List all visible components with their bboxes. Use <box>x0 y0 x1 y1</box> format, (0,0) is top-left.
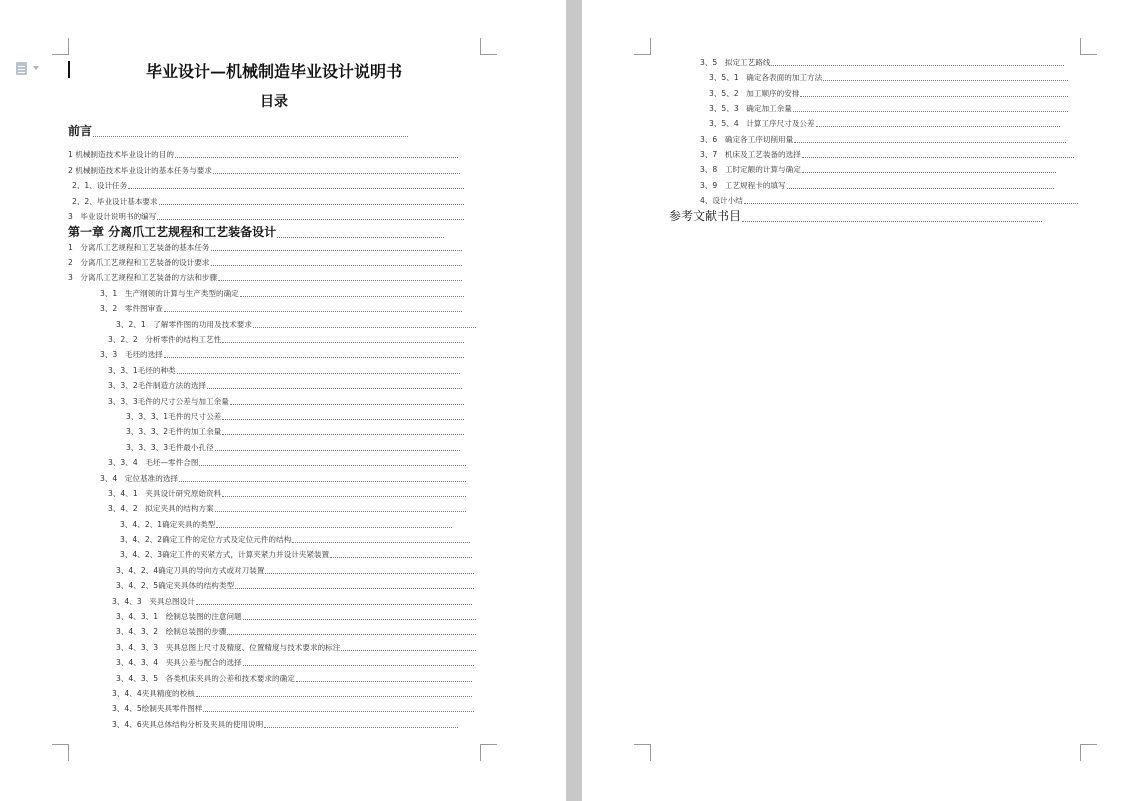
toc-leader-dots <box>222 496 466 497</box>
toc-entry[interactable] <box>700 180 1054 191</box>
toc-leader-dots <box>296 681 472 682</box>
toc-leader-dots <box>164 311 462 312</box>
toc-entry[interactable] <box>100 349 464 360</box>
toc-entry-label: 3、4、2、3确定工件的夹紧方式，计算夹紧力并设计夹紧装置 <box>120 550 330 559</box>
toc-leader-dots <box>196 696 472 697</box>
margin-mark-top-left <box>634 38 651 55</box>
margin-mark-bottom-right <box>480 744 497 761</box>
toc-leader-dots <box>177 373 460 374</box>
toc-entry[interactable] <box>116 565 474 576</box>
margin-mark-bottom-left <box>634 744 651 761</box>
toc-entry-label: 3、3、3、1毛件的尺寸公差 <box>126 412 222 421</box>
toc-leader-dots <box>222 434 464 435</box>
toc-entry-label: 2、1、设计任务 <box>72 181 128 190</box>
toc-entry[interactable] <box>112 596 472 607</box>
toc-entry-label: 3、5、2 加工顺序的安排 <box>709 89 800 98</box>
margin-mark-top-left <box>52 38 69 55</box>
toc-leader-dots <box>744 203 1078 204</box>
toc-entry[interactable] <box>112 703 474 714</box>
toc-entry-label: 3、4、3、3 夹具总图上尺寸及精度、位置精度与技术要求的标注 <box>116 643 341 652</box>
toc-entry[interactable] <box>700 195 1078 206</box>
toc-entry[interactable] <box>116 580 474 591</box>
toc-entry-label: 3、5、1 确定各表面的加工方法 <box>709 73 823 82</box>
toc-entry-label: 3、3 毛坯的选择 <box>100 350 163 359</box>
toc-leader-dots <box>93 136 408 137</box>
toc-leader-dots <box>215 450 460 451</box>
toc-entry-label: 3、3、3毛件的尺寸公差与加工余量 <box>108 397 229 406</box>
toc-entry-label: 3、1 生产纲领的计算与生产类型的确定 <box>100 289 239 298</box>
toc-entry-label: 3、5、3 确定加工余量 <box>709 104 792 113</box>
toc-entry[interactable] <box>126 442 460 453</box>
toc-entry[interactable] <box>72 180 464 191</box>
toc-entry[interactable] <box>100 303 462 314</box>
toc-entry-label: 3、2 零件图审查 <box>100 304 163 313</box>
toc-leader-dots <box>800 96 1068 97</box>
toc-entry-label: 3、3、3、3毛件最小孔径 <box>126 443 214 452</box>
toc-entry-label: 3、7 机床及工艺装备的选择 <box>700 150 801 159</box>
toc-leader-dots <box>742 221 1042 222</box>
toc-entry-label: 3、5 拟定工艺路线 <box>700 58 771 67</box>
toc-entry[interactable] <box>68 211 464 222</box>
toc-entry[interactable] <box>112 719 458 730</box>
toc-entry[interactable] <box>120 549 472 560</box>
toc-entry[interactable] <box>120 534 470 545</box>
toc-leader-dots <box>292 542 470 543</box>
toc-entry[interactable] <box>108 503 466 514</box>
toc-entry-label: 3、4、2 拟定夹具的结构方案 <box>108 504 214 513</box>
toc-entry[interactable] <box>116 673 472 684</box>
toc-leader-dots <box>253 327 476 328</box>
toc-leader-dots <box>179 481 466 482</box>
toc-entry-label: 参考文献书目 <box>669 209 742 223</box>
toc-entry[interactable] <box>116 657 474 668</box>
toc-leader-dots <box>235 588 474 589</box>
toc-entry-label: 3 分离爪工艺规程和工艺装备的方法和步骤 <box>68 273 218 282</box>
toc-entry[interactable] <box>116 319 476 330</box>
toc-entry-label: 3、9 工艺规程卡的填写 <box>700 181 786 190</box>
toc-entry[interactable] <box>709 72 1068 83</box>
toc-entry-label: 3、4、3、1 绘制总装图的注意问题 <box>116 612 242 621</box>
toc-entry-label: 4、设计小结 <box>700 196 743 205</box>
toc-leader-dots <box>264 727 458 728</box>
page-left <box>0 0 566 801</box>
toc-entry[interactable] <box>709 88 1068 99</box>
toc-entry[interactable] <box>72 196 464 207</box>
toc-leader-dots <box>222 419 464 420</box>
toc-entry[interactable] <box>116 611 476 622</box>
toc-entry[interactable] <box>68 149 458 160</box>
toc-leader-dots <box>157 219 464 220</box>
toc-entry-label: 3、2、1 了解零件图的功用及技术要求 <box>116 320 252 329</box>
toc-leader-dots <box>816 126 1060 127</box>
toc-leader-dots <box>341 650 476 651</box>
toc-entry-label: 3、4、2、2确定工件的定位方式及定位元件的结构 <box>120 535 292 544</box>
toc-leader-dots <box>243 619 476 620</box>
toc-leader-dots <box>802 172 1056 173</box>
toc-entry-label: 3、4、4夹具精度的校核 <box>112 689 195 698</box>
toc-entry[interactable] <box>700 57 1064 68</box>
toc-entry-label: 3、4、2、5确定夹具体的结构类型 <box>116 581 235 590</box>
toc-leader-dots <box>211 265 462 266</box>
page-gutter <box>566 0 582 801</box>
toc-entry[interactable] <box>112 688 472 699</box>
page-right <box>582 0 1141 801</box>
toc-leader-dots <box>199 465 466 466</box>
toc-entry-label: 3、8 工时定额的计算与确定 <box>700 165 801 174</box>
toc-leader-dots <box>218 280 462 281</box>
toc-entry-label: 3、3、3、2毛件的加工余量 <box>126 427 222 436</box>
toc-leader-dots <box>207 388 462 389</box>
toc-leader-dots <box>802 157 1074 158</box>
toc-entry[interactable] <box>700 149 1074 160</box>
toc-entry-label: 1 分离爪工艺规程和工艺装备的基本任务 <box>68 243 210 252</box>
toc-leader-dots <box>128 188 464 189</box>
toc-leader-dots <box>240 296 464 297</box>
toc-entry[interactable] <box>68 225 444 240</box>
toc-leader-dots <box>216 527 452 528</box>
toc-entry[interactable] <box>126 411 464 422</box>
toc-entry[interactable] <box>120 519 452 530</box>
toc-entry[interactable] <box>108 365 460 376</box>
toc-entry-label: 3 毕业设计说明书的编写 <box>68 212 157 221</box>
toc-entry-label: 3、4 定位基准的选择 <box>100 474 179 483</box>
toc-leader-dots <box>794 142 1066 143</box>
toc-leader-dots <box>222 342 464 343</box>
toc-entry[interactable] <box>108 380 462 391</box>
toc-leader-dots <box>787 188 1054 189</box>
toc-leader-dots <box>823 80 1068 81</box>
margin-mark-bottom-left <box>52 744 69 761</box>
toc-entry-label: 3、4、2、4确定刀具的导向方式或对刀装置 <box>116 566 265 575</box>
toc-entry-label: 3、5、4 计算工序尺寸及公差 <box>709 119 815 128</box>
toc-leader-dots <box>793 111 1068 112</box>
toc-leader-dots <box>203 711 474 712</box>
toc-entry[interactable] <box>116 642 476 653</box>
toc-entry[interactable] <box>100 288 464 299</box>
toc-entry-label: 3、4、5绘制夹具零件图样 <box>112 704 203 713</box>
toc-entry[interactable] <box>669 209 1042 224</box>
toc-entry-label: 3、4、3、5 各类机床夹具的公差和技术要求的确定 <box>116 674 295 683</box>
toc-entry[interactable] <box>700 164 1056 175</box>
toc-leader-dots <box>164 357 464 358</box>
margin-mark-top-right <box>1080 38 1097 55</box>
toc-entry[interactable] <box>709 103 1068 114</box>
toc-entry-label: 3、4、6夹具总体结构分析及夹具的使用说明 <box>112 720 264 729</box>
toc-entry-label: 3、3、4 毛坯—零件合图 <box>108 458 199 467</box>
toc-leader-dots <box>175 157 458 158</box>
toc-entry-label: 3、4、1 夹具设计研究原始资料 <box>108 489 222 498</box>
toc-entry-label: 3、4、3 夹具总图设计 <box>112 597 195 606</box>
toc-entry-label: 2 分离爪工艺规程和工艺装备的设计要求 <box>68 258 210 267</box>
toc-entry[interactable] <box>68 242 462 253</box>
toc-leader-dots <box>215 511 466 512</box>
toc-entry-label: 3、4、2、1确定夹具的类型 <box>120 520 216 529</box>
toc-entry[interactable] <box>68 272 462 283</box>
toc-entry-label: 3、2、2 分析零件的结构工艺性 <box>108 335 222 344</box>
margin-mark-top-right <box>480 38 497 55</box>
toc-entry[interactable] <box>100 473 466 484</box>
document-title: 毕业设计—机械制造毕业设计说明书 <box>145 62 402 81</box>
toc-leader-dots <box>330 557 472 558</box>
toc-leader-dots <box>211 250 462 251</box>
toc-entry-label: 3、4、3、4 夹具公差与配合的选择 <box>116 658 242 667</box>
toc-leader-dots <box>265 573 474 574</box>
toc-entry-label: 3、3、1毛坯的种类 <box>108 366 176 375</box>
toc-entry[interactable] <box>68 124 408 139</box>
toc-entry[interactable] <box>108 396 464 407</box>
toc-leader-dots <box>243 665 474 666</box>
toc-entry[interactable] <box>108 488 466 499</box>
toc-entry[interactable] <box>68 257 462 268</box>
toc-leader-dots <box>227 634 476 635</box>
toc-entry[interactable] <box>700 134 1066 145</box>
margin-mark-bottom-right <box>1080 744 1097 761</box>
toc-leader-dots <box>277 237 444 238</box>
toc-leader-dots <box>159 204 464 205</box>
toc-leader-dots <box>213 173 460 174</box>
toc-leader-dots <box>230 404 464 405</box>
toc-entry[interactable] <box>116 626 476 637</box>
toc-entry-label: 3、3、2毛件制造方法的选择 <box>108 381 207 390</box>
toc-entry-label: 2、2、毕业设计基本要求 <box>72 197 158 206</box>
toc-leader-dots <box>196 604 472 605</box>
toc-entry[interactable] <box>108 457 466 468</box>
toc-entry[interactable] <box>108 334 464 345</box>
toc-entry-label: 3、4、3、2 绘制总装图的步骤 <box>116 627 227 636</box>
toc-leader-dots <box>771 65 1064 66</box>
toc-entry-label: 前言 <box>68 124 93 138</box>
toc-entry-label: 3、6 确定各工序切削用量 <box>700 135 794 144</box>
toc-entry-label: 第一章 分离爪工艺规程和工艺装备设计 <box>68 225 277 239</box>
toc-entry[interactable] <box>709 118 1060 129</box>
toc-entry[interactable] <box>68 165 460 176</box>
toc-entry-label: 1 机械制造技术毕业设计的目的 <box>68 150 174 159</box>
toc-entry-label: 2 机械制造技术毕业设计的基本任务与要求 <box>68 166 212 175</box>
toc-entry[interactable] <box>126 426 464 437</box>
toc-heading: 目录 <box>260 94 288 110</box>
